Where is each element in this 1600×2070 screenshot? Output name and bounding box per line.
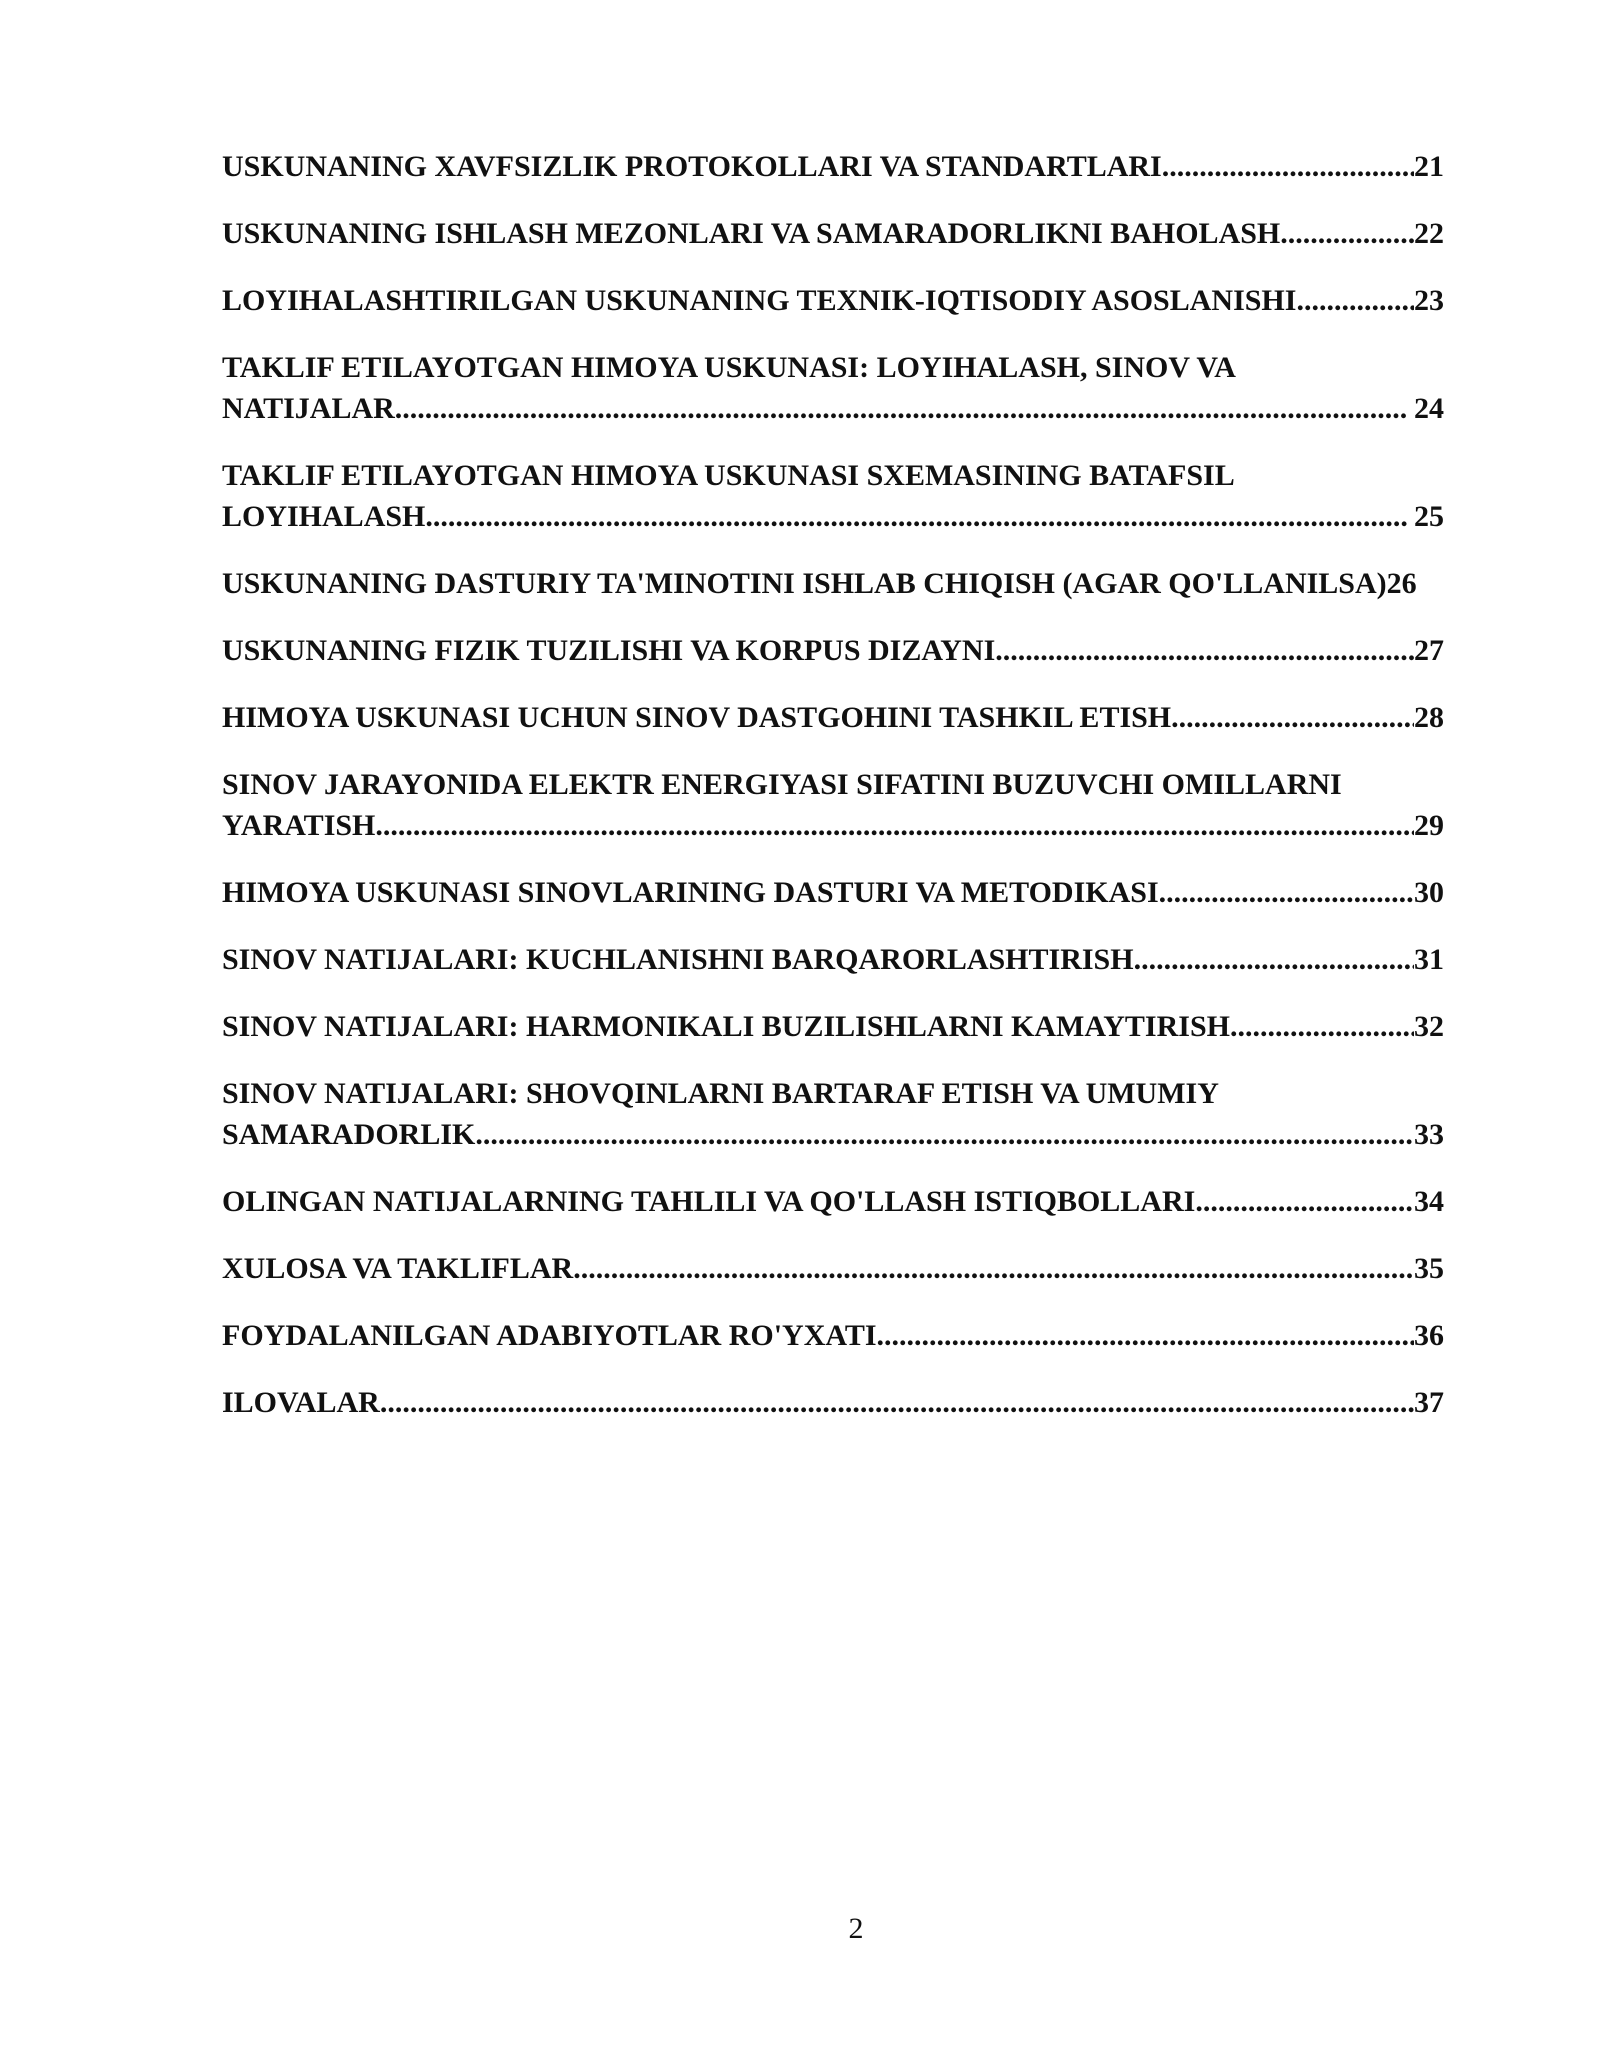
toc-entry[interactable] <box>222 1006 1444 1047</box>
toc-entry[interactable] <box>222 1382 1444 1423</box>
toc-entry[interactable] <box>222 455 1444 537</box>
toc-entry-line <box>222 1382 1444 1423</box>
toc-entry[interactable] <box>222 1181 1444 1222</box>
toc-page-number: 28 <box>1414 701 1444 734</box>
toc-entry[interactable] <box>222 939 1444 980</box>
toc-entry-title: USKUNANING FIZIK TUZILISHI VA KORPUS DIZAYNI <box>222 634 996 667</box>
toc-entry[interactable] <box>222 872 1444 913</box>
toc-entry-title-line: SINOV NATIJALARI: SHOVQINLARNI BARTARAF ETISH VA UMUMIY <box>222 1077 1219 1110</box>
toc-entry-line <box>222 1114 1444 1155</box>
toc-entry-line <box>222 1315 1444 1356</box>
dot-leader <box>573 1248 1414 1289</box>
toc-entry-title: USKUNANING DASTURIY TA'MINOTINI ISHLAB CHIQISH (AGAR QO'LLANILSA) <box>222 567 1387 600</box>
toc-entry-line <box>222 1006 1444 1047</box>
toc-page-number: 37 <box>1414 1386 1444 1419</box>
toc-page-number: 35 <box>1414 1252 1444 1285</box>
dot-leader <box>1171 697 1414 738</box>
dot-leader <box>1230 1006 1414 1047</box>
toc-entry-line <box>222 630 1444 671</box>
dot-leader <box>425 496 1408 537</box>
toc-entry-line <box>222 697 1444 738</box>
toc-entry-line <box>222 1181 1444 1222</box>
toc-entry-title: FOYDALANILGAN ADABIYOTLAR RO'YXATI <box>222 1319 877 1352</box>
toc-entry-title-line: TAKLIF ETILAYOTGAN HIMOYA USKUNASI SXEMASINING BATAFSIL <box>222 459 1235 492</box>
toc-entry-title: HIMOYA USKUNASI UCHUN SINOV DASTGOHINI TASHKIL ETISH <box>222 701 1172 734</box>
toc-entry[interactable] <box>222 1073 1444 1155</box>
toc-entry-line <box>222 872 1444 913</box>
dot-leader <box>1159 872 1414 913</box>
toc-page-number: 25 <box>1414 500 1444 533</box>
toc-page-number: 23 <box>1414 284 1444 317</box>
toc-entry[interactable] <box>222 213 1444 254</box>
toc-entry-title: HIMOYA USKUNASI SINOVLARINING DASTURI VA METODIKASI <box>222 876 1159 909</box>
dot-leader <box>375 805 1414 846</box>
dot-leader <box>1195 1181 1414 1222</box>
toc-page-number: 31 <box>1414 943 1444 976</box>
toc-entry-line <box>222 563 1444 604</box>
toc-entry-title: USKUNANING ISHLASH MEZONLARI VA SAMARADORLIKNI BAHOLASH <box>222 217 1281 250</box>
toc-entry-line <box>222 496 1444 537</box>
toc-page-number: 22 <box>1414 217 1444 250</box>
dot-leader <box>877 1315 1414 1356</box>
page-number: 2 <box>848 1912 864 1945</box>
toc-entry-title-line: TAKLIF ETILAYOTGAN HIMOYA USKUNASI: LOYIHALASH, SINOV VA <box>222 351 1236 384</box>
toc-page-number: 33 <box>1414 1118 1444 1151</box>
dot-leader <box>1162 146 1414 187</box>
toc-entry-title: NATIJALAR <box>222 392 395 425</box>
dot-leader <box>380 1382 1414 1423</box>
dot-leader <box>995 630 1414 671</box>
dot-leader <box>1134 939 1414 980</box>
toc-page-number: 27 <box>1414 634 1444 667</box>
toc-page-number: 32 <box>1414 1010 1444 1043</box>
toc-entry-title-line: SINOV JARAYONIDA ELEKTR ENERGIYASI SIFATINI BUZUVCHI OMILLARNI <box>222 768 1342 801</box>
toc-entry-line <box>222 388 1444 429</box>
toc-entry-title: XULOSA VA TAKLIFLAR <box>222 1252 574 1285</box>
toc-entry-title: LOYIHALASHTIRILGAN USKUNANING TEXNIK-IQTISODIY ASOSLANISHI <box>222 284 1297 317</box>
toc-entry[interactable] <box>222 697 1444 738</box>
toc-page-number: 26 <box>1386 567 1417 600</box>
toc-entry-title: ILOVALAR <box>222 1386 380 1419</box>
toc-page-number: 34 <box>1414 1185 1444 1218</box>
toc-entry-line <box>222 213 1444 254</box>
table-of-contents <box>222 146 1444 1449</box>
toc-entry-line <box>222 805 1444 846</box>
toc-entry[interactable] <box>222 563 1444 604</box>
toc-entry-line <box>222 146 1444 187</box>
dot-leader <box>395 388 1408 429</box>
toc-entry-title: LOYIHALASH <box>222 500 426 533</box>
toc-page-number: 29 <box>1414 809 1444 842</box>
toc-entry-line <box>222 939 1444 980</box>
toc-page-number: 24 <box>1414 392 1444 425</box>
toc-entry-title: SAMARADORLIK <box>222 1118 476 1151</box>
toc-entry[interactable] <box>222 347 1444 429</box>
dot-leader <box>1280 213 1414 254</box>
toc-entry[interactable] <box>222 1315 1444 1356</box>
toc-entry-title: YARATISH <box>222 809 376 842</box>
toc-page-number: 30 <box>1414 876 1444 909</box>
toc-page-number: 36 <box>1414 1319 1444 1352</box>
toc-entry[interactable] <box>222 764 1444 846</box>
toc-entry-line <box>222 280 1444 321</box>
toc-entry-title: OLINGAN NATIJALARNING TAHLILI VA QO'LLASH ISTIQBOLLARI <box>222 1185 1196 1218</box>
toc-entry-title: SINOV NATIJALARI: HARMONIKALI BUZILISHLARNI KAMAYTIRISH <box>222 1010 1230 1043</box>
toc-entry-line <box>222 1248 1444 1289</box>
toc-entry[interactable] <box>222 280 1444 321</box>
toc-entry[interactable] <box>222 146 1444 187</box>
toc-entry-title: SINOV NATIJALARI: KUCHLANISHNI BARQARORLASHTIRISH <box>222 943 1134 976</box>
toc-entry[interactable] <box>222 630 1444 671</box>
dot-leader <box>475 1114 1414 1155</box>
dot-leader <box>1296 280 1414 321</box>
toc-entry[interactable] <box>222 1248 1444 1289</box>
toc-entry-title: USKUNANING XAVFSIZLIK PROTOKOLLARI VA STANDARTLARI <box>222 150 1162 183</box>
toc-page-number: 21 <box>1414 150 1444 183</box>
